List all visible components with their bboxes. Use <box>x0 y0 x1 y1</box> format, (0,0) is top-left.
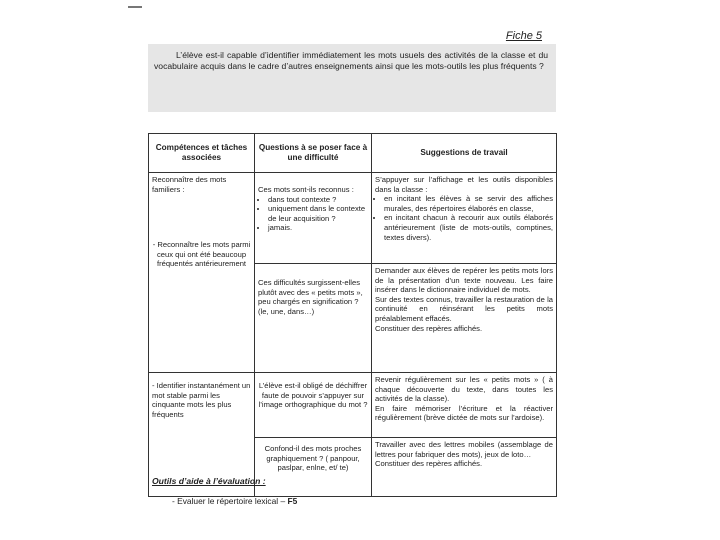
question-3: L’élève est-il obligé de déchiffrer faute de pouvoir s’appuyer sur l’image orthographique du mot ? <box>258 381 368 410</box>
suggestion-6: En faire mémoriser l’écriture et la réactiver régulièrement (brève dictée de mots sur l’ardoise). <box>375 403 553 423</box>
question-cell-3 <box>255 373 372 438</box>
question-1-intro: Ces mots sont-ils reconnus : <box>258 185 354 194</box>
question-cell-4 <box>255 438 372 497</box>
suggestion-2: Demander aux élèves de repérer les petits mots lors de la présentation d’un texte nouveau. Les faire insérer dans le dictionnaire individuel de mots. <box>375 266 553 295</box>
question-cell-1 <box>255 173 372 264</box>
competence-1: Reconnaître des mots familiers : <box>152 175 227 194</box>
list-item: • jamais. <box>268 223 368 233</box>
tools-title: Outils d’aide à l’évaluation : <box>152 476 266 486</box>
list-item: • en incitant les élèves à se servir des affiches murales, des répertoires élaborés en classe, <box>384 194 553 213</box>
list-item: • en incitant chacun à recourir aux outils élaborés antérieurement (liste de mots-outils, comptines, textes divers). <box>384 213 553 242</box>
question-1-list <box>258 195 368 233</box>
tools-item-code: F5 <box>287 496 298 506</box>
suggestion-8: Constituer des repères affichés. <box>375 459 483 469</box>
scan-mark <box>128 6 142 8</box>
suggestion-3: Sur des textes connus, travailler la restauration de la continuité en réinsérant les petits mots préalablement effacés. <box>375 294 553 323</box>
competence-3: - Identifier instantanément un mot stable parmi les cinquante mots les plus fréquents <box>152 381 251 419</box>
intro-question: L’élève est-il capable d’identifier immédiatement les mots usuels des activités de la classe et du vocabulaire acquis dans le cadre d’autres enseignements ainsi que les mots-outils les plus fréquents ? <box>154 50 548 71</box>
suggestion-cell-4 <box>372 438 557 497</box>
suggestion-cell-1 <box>372 173 557 264</box>
list-item: • dans tout contexte ? <box>268 195 368 205</box>
competence-table <box>148 133 557 497</box>
competence-cell-1 <box>149 173 255 373</box>
suggestion-cell-3 <box>372 373 557 438</box>
table-row <box>149 173 557 264</box>
table-header-row <box>149 134 557 173</box>
question-2: Ces difficultés surgissent-elles plutôt avec des « petits mots », peu chargés en signification ? (le, une, dans…) <box>258 278 363 316</box>
competence-2: - Reconnaître les mots parmi ceux qui ont été beaucoup fréquentés antérieurement <box>152 240 251 269</box>
suggestion-cell-2 <box>372 264 557 373</box>
question-cell-2 <box>255 264 372 373</box>
suggestion-1-list <box>375 194 553 242</box>
list-item: • uniquement dans le contexte de leur acquisition ? <box>268 204 368 223</box>
tools-item <box>172 496 297 506</box>
header-questions: Questions à se poser face à une difficulté <box>255 134 372 173</box>
header-suggestions: Suggestions de travail <box>372 134 557 173</box>
question-4: Confond-il des mots proches graphiquement ? ( panpour, paslpar, enlne, et/ te) <box>264 444 362 473</box>
suggestion-7: Travailler avec des lettres mobiles (assemblage de lettres pour fabriquer des mots), jeux de loto… <box>375 440 553 459</box>
document-page <box>148 28 556 518</box>
table-row <box>149 373 557 438</box>
intro-band <box>148 44 556 112</box>
suggestion-1-intro: S’appuyer sur l’affichage et les outils disponibles dans la classe : <box>375 175 553 194</box>
suggestion-5: Revenir régulièrement sur les « petits mots » ( à chaque découverte du texte, dans toutes les activités de la classe). <box>375 375 553 404</box>
tools-item-text: - Evaluer le répertoire lexical – <box>172 496 286 506</box>
fiche-label: Fiche 5 <box>505 30 542 42</box>
header-competences: Compétences et tâches associées <box>149 134 255 173</box>
suggestion-4: Constituer des repères affichés. <box>375 323 483 333</box>
